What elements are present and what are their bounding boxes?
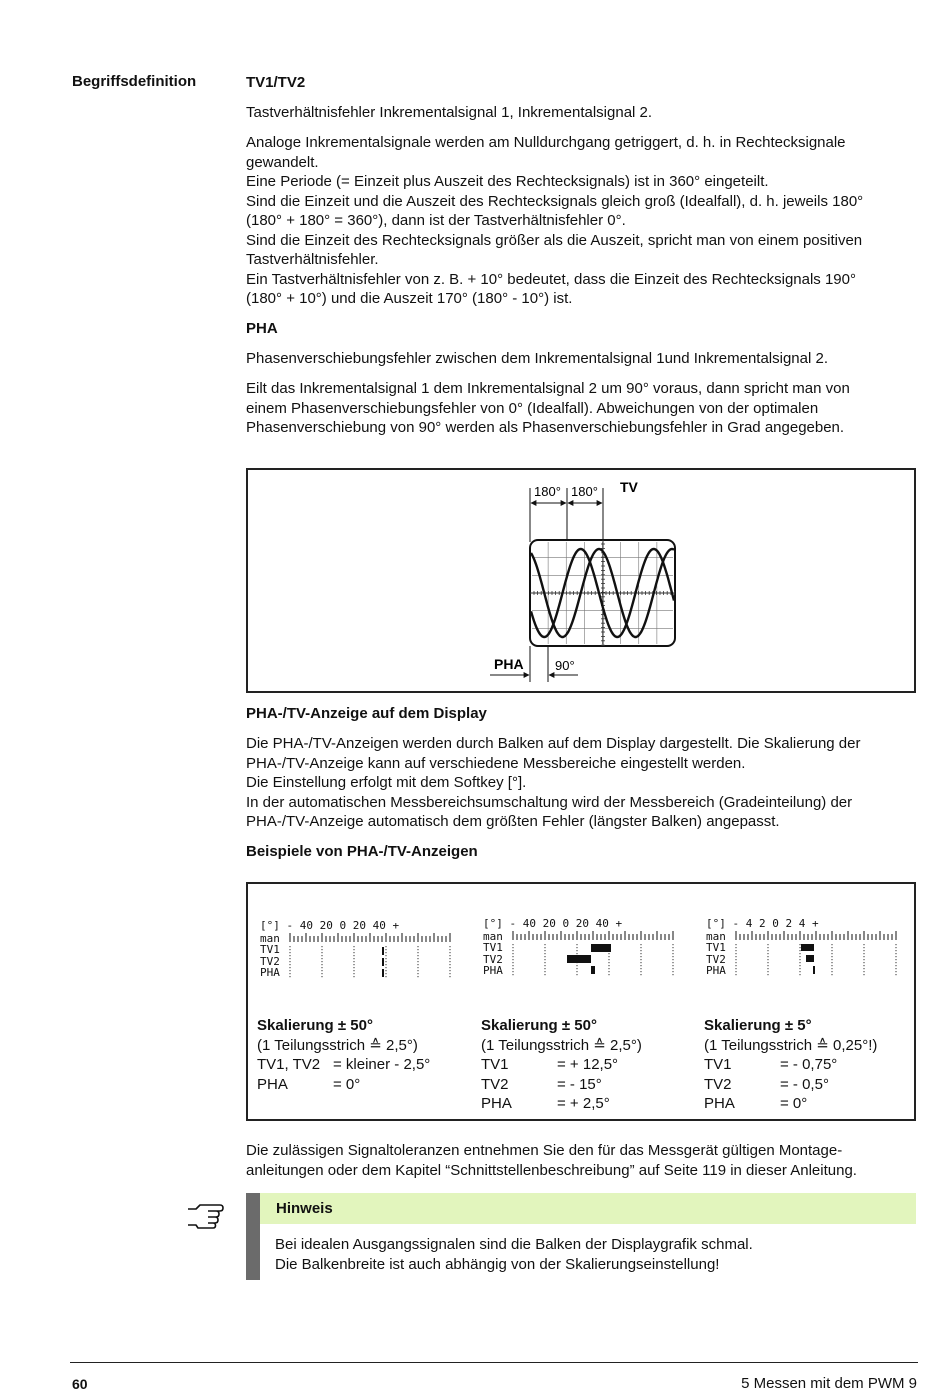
caption-2 [481,1016,696,1114]
caption-key: TV2 [704,1075,732,1093]
text-line: Die Einstellung erfolgt mit dem Softkey [°]. [246,774,527,791]
lcd-scale: [°] - 4 2 0 2 4 + [706,917,819,930]
lcd-bar-tv1 [382,947,384,955]
lcd-bar-graph [734,930,899,976]
caption-key: PHA [257,1075,288,1093]
pha-paragraph-1: Phasenverschiebungsfehler zwischen dem Inkrementalsignal 1und Inkrementalsignal 2. [246,350,828,367]
text-line: Sind die Einzeit und die Auszeit des Rechtecksignals gleich groß (Idealfall), d. h. jeweils 180° [246,192,864,210]
caption-title: Skalierung ± 5° [704,1017,812,1034]
caption-key: TV2 [481,1075,509,1093]
hint-sidebar [246,1193,260,1280]
caption-key: TV1 [704,1056,732,1073]
text-line: Ein Tastverhältnisfehler von z. B. + 10° bedeutet, dass die Einzeit des Rechtecksignals 190° [246,270,856,288]
caption-title: Skalierung ± 50° [481,1017,597,1034]
lcd-row-label: TV1 [483,941,503,954]
lcd-bar-tv1 [801,944,814,951]
display-paragraph [246,734,916,832]
caption-key: PHA [481,1095,512,1112]
text-line: PHA-/TV-Anzeige kann auf verschiedene Messbereiche eingestellt werden. [246,754,746,772]
lcd-bar-tv2 [567,955,591,963]
label-tv: TV [620,479,638,495]
lcd-row-label: man [483,929,503,943]
signal-figure [246,468,916,693]
caption-value: = - 0,75° [780,1056,838,1073]
lcd-row-label: TV2 [483,952,503,966]
text-line: Bei idealen Ausgangssignalen sind die Balken der Displaygrafik schmal. [275,1236,753,1253]
tv-paragraph-1: Tastverhältnisfehler Inkrementalsignal 1, Inkrementalsignal 2. [246,104,653,121]
text-line: (180° + 10°) und die Auszeit 170° (180° - 10°) ist. [246,290,573,307]
text-line: In der automatischen Messbereichsumschaltung wird der Messbereich (Gradeinteilung) der [246,793,853,811]
caption-value: = - 15° [557,1075,602,1093]
text-line: Eine Periode (= Einzeit plus Auszeit des Rechtecksignals) ist in 360° eingeteilt. [246,173,769,190]
lcd-row-label: man [260,931,280,945]
lcd-row-label: TV1 [706,941,726,954]
lcd-scale: [°] - 40 20 0 20 40 + [483,917,623,930]
label-180-a: 180° [534,484,561,499]
lcd-row-labels [260,933,280,979]
text-line: gewandelt. [246,153,319,171]
lcd-row-label: PHA [483,964,503,977]
lcd-scale: [°] - 40 20 0 20 40 + [260,919,400,932]
caption-subtitle: (1 Teilungsstrich ≙ 2,5°) [257,1036,418,1054]
lcd-bar-tv1 [591,944,611,952]
caption-value: = 0° [780,1095,808,1112]
pha-heading: PHA [246,320,278,337]
label-pha: PHA [494,656,524,672]
page-number: 60 [72,1376,88,1392]
lcd-panel-1 [260,920,460,978]
tolerance-paragraph [246,1141,916,1180]
caption-1 [257,1016,472,1094]
lcd-bar-pha [382,969,384,977]
text-line: anleitungen oder dem Kapitel “Schnittstellenbeschreibung” auf Seite 119 in dieser Anleitung. [246,1161,857,1179]
lcd-tick-scale [290,933,451,977]
examples-box [246,882,916,1121]
pointing-hand-icon [186,1199,226,1231]
lcd-row-label: man [706,929,726,943]
label-180-b: 180° [571,484,598,499]
caption-key: TV1, TV2 [257,1056,321,1073]
caption-value: = + 2,5° [557,1095,610,1112]
footer-rule [70,1362,918,1363]
caption-subtitle: (1 Teilungsstrich ≙ 0,25°!) [704,1036,878,1054]
text-line: Die Balkenbreite ist auch abhängig von der Skalierungseinstellung! [275,1255,720,1273]
caption-value: = kleiner - 2,5° [333,1056,431,1073]
text-line: einem Phasenverschiebungsfehler von 0° (Idealfall). Abweichungen von der optimalen [246,399,819,417]
caption-3 [704,1016,914,1114]
text-line: Sind die Einzeit des Rechtecksignals größer als die Auszeit, spricht man von einem positiven [246,231,863,249]
hint-heading: Hinweis [276,1200,333,1217]
chapter-title: 5 Messen mit dem PWM 9 [741,1375,917,1392]
caption-value: = - 0,5° [780,1075,829,1093]
lcd-bar-tv2 [806,955,814,962]
text-line: Die PHA-/TV-Anzeigen werden durch Balken auf dem Display dargestellt. Die Skalierung der [246,735,861,752]
text-line: (180° + 180° = 360°), dann ist der Tastverhältnisfehler 0°. [246,212,626,229]
side-heading: Begriffsdefinition [72,73,197,90]
text-line: PHA-/TV-Anzeige automatisch dem größten Fehler (längster Balken) angepasst. [246,813,780,830]
lcd-tick-scale [736,931,897,975]
caption-value: = 0° [333,1075,361,1093]
caption-title: Skalierung ± 50° [257,1017,373,1034]
hint-text [275,1235,915,1274]
text-line: Die zulässigen Signaltoleranzen entnehmen Sie den für das Messgerät gültigen Montage- [246,1142,843,1159]
caption-subtitle: (1 Teilungsstrich ≙ 2,5°) [481,1036,642,1054]
text-line: Analoge Inkrementalsignale werden am Nulldurchgang getriggert, d. h. in Rechtecksignale [246,134,846,151]
lcd-row-label: TV2 [260,954,280,968]
lcd-row-label: PHA [260,966,280,979]
display-heading: PHA-/TV-Anzeige auf dem Display [246,705,487,722]
lcd-row-label: PHA [706,964,726,977]
hint-header [260,1193,916,1224]
lcd-bar-graph [288,932,453,978]
lcd-row-label: TV1 [260,943,280,956]
caption-value: = + 12,5° [557,1056,619,1073]
tv-heading: TV1/TV2 [246,74,306,91]
label-90: 90° [555,658,575,673]
lcd-bar-pha [813,966,815,974]
lcd-panel-3 [706,918,906,976]
caption-key: TV1 [481,1056,509,1073]
text-line: Eilt das Inkrementalsignal 1 dem Inkrementalsignal 2 um 90° voraus, dann spricht man von [246,380,850,397]
text-line: Phasenverschiebung von 90° werden als Phasenverschiebungsfehler in Grad angegeben. [246,419,845,436]
lcd-row-label: TV2 [706,952,726,966]
pha-paragraph-2 [246,379,916,438]
lcd-bar-graph [511,930,676,976]
lcd-panel-2 [483,918,683,976]
lcd-bar-tv2 [382,958,384,966]
tv-paragraph-2 [246,133,916,309]
caption-key: PHA [704,1095,735,1112]
examples-heading: Beispiele von PHA-/TV-Anzeigen [246,843,478,860]
oscilloscope-diagram [248,470,914,691]
text-line: Tastverhältnisfehler. [246,251,379,268]
lcd-bar-pha [591,966,595,974]
lcd-row-labels [483,931,503,977]
lcd-row-labels [706,931,726,977]
